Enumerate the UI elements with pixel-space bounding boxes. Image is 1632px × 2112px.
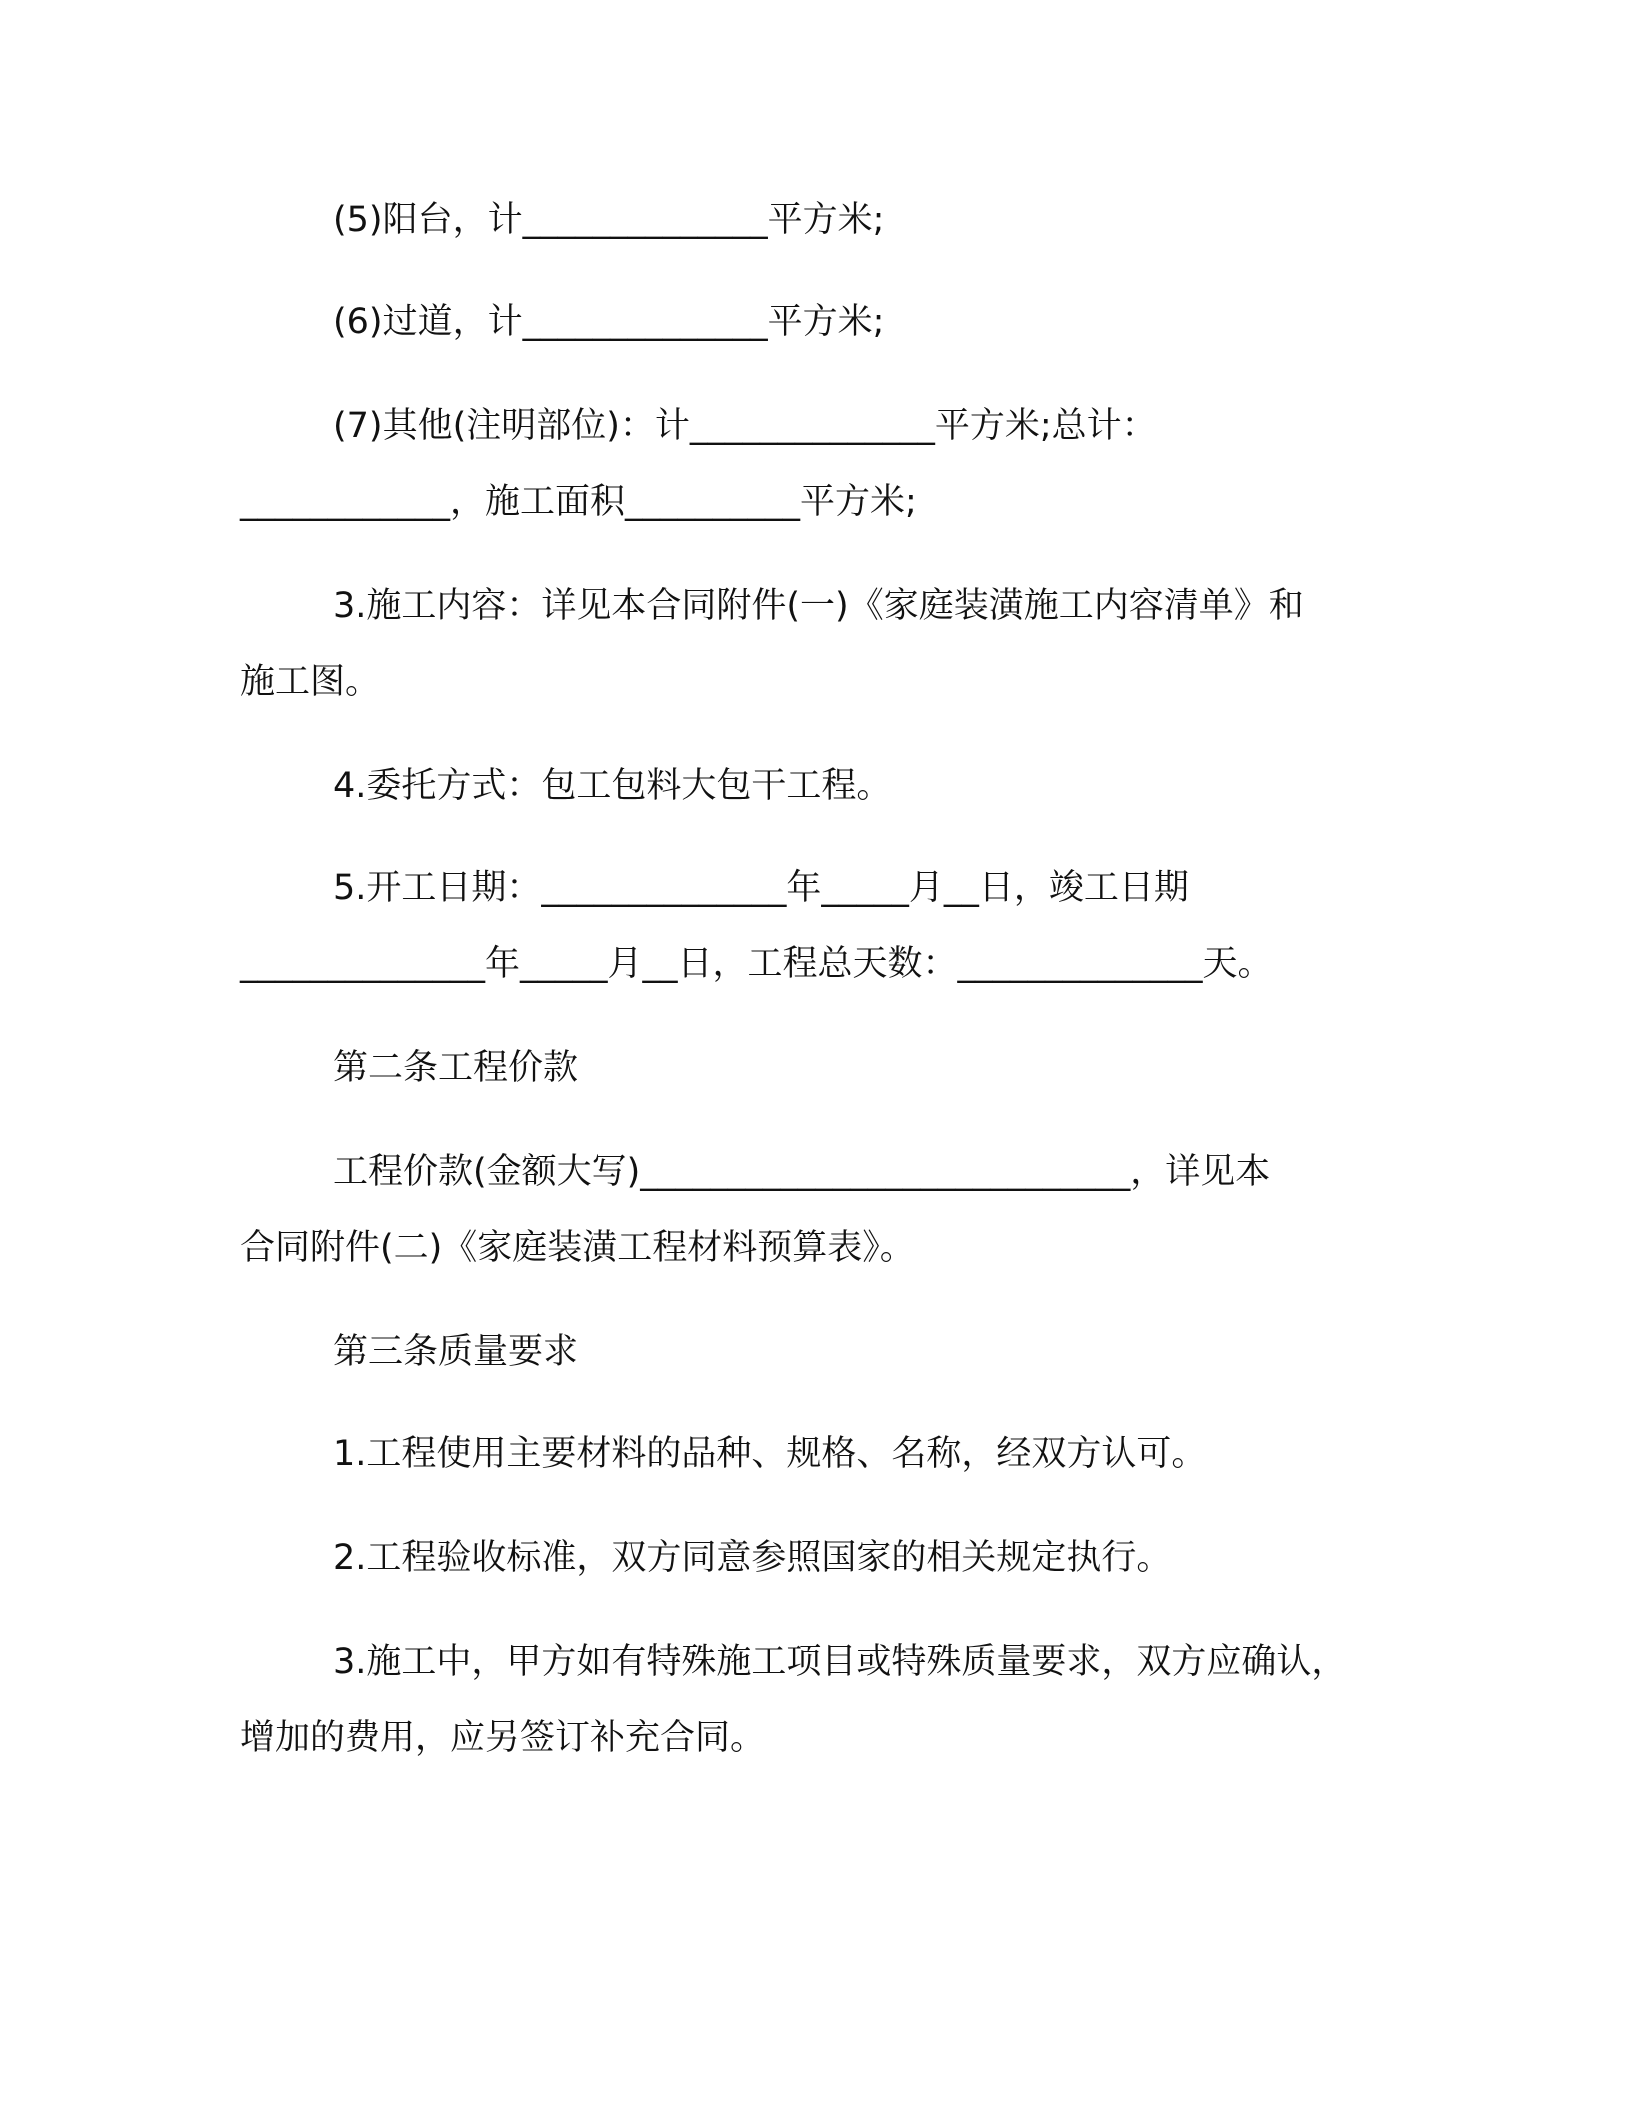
section-heading-price: 第二条工程价款 [333,1048,579,1088]
section-heading-quality: 第三条质量要求 [333,1332,579,1372]
clause-total-area: ____________，施工面积__________平方米; [240,482,917,522]
clause-price-amount: 工程价款(金额大写)____________________________，详见本 [333,1152,1271,1192]
clause-other-area: (7)其他(注明部位)：计______________平方米;总计： [333,406,1157,446]
clause-commission-method: 4.委托方式：包工包料大包干工程。 [333,766,892,806]
clause-price-amount-cont: 合同附件(二)《家庭装潢工程材料预算表》。 [240,1228,915,1268]
clause-corridor-area: (6)过道，计______________平方米; [333,302,885,342]
clause-special-requirements: 3.施工中，甲方如有特殊施工项目或特殊质量要求，双方应确认， [333,1642,1347,1682]
clause-construction-content-cont: 施工图。 [240,662,381,702]
clause-special-requirements-cont: 增加的费用，应另签订补充合同。 [240,1718,766,1758]
clause-balcony-area: (5)阳台，计______________平方米; [333,200,885,240]
clause-construction-content: 3.施工内容：详见本合同附件(一)《家庭装潢施工内容清单》和 [333,586,1304,626]
clause-acceptance-standard: 2.工程验收标准，双方同意参照国家的相关规定执行。 [333,1538,1172,1578]
clause-start-date: 5.开工日期：______________年_____月__日，竣工日期 [333,868,1189,908]
clause-materials: 1.工程使用主要材料的品种、规格、名称，经双方认可。 [333,1434,1207,1474]
clause-completion-date: ______________年_____月__日，工程总天数：______________天。 [240,944,1273,984]
